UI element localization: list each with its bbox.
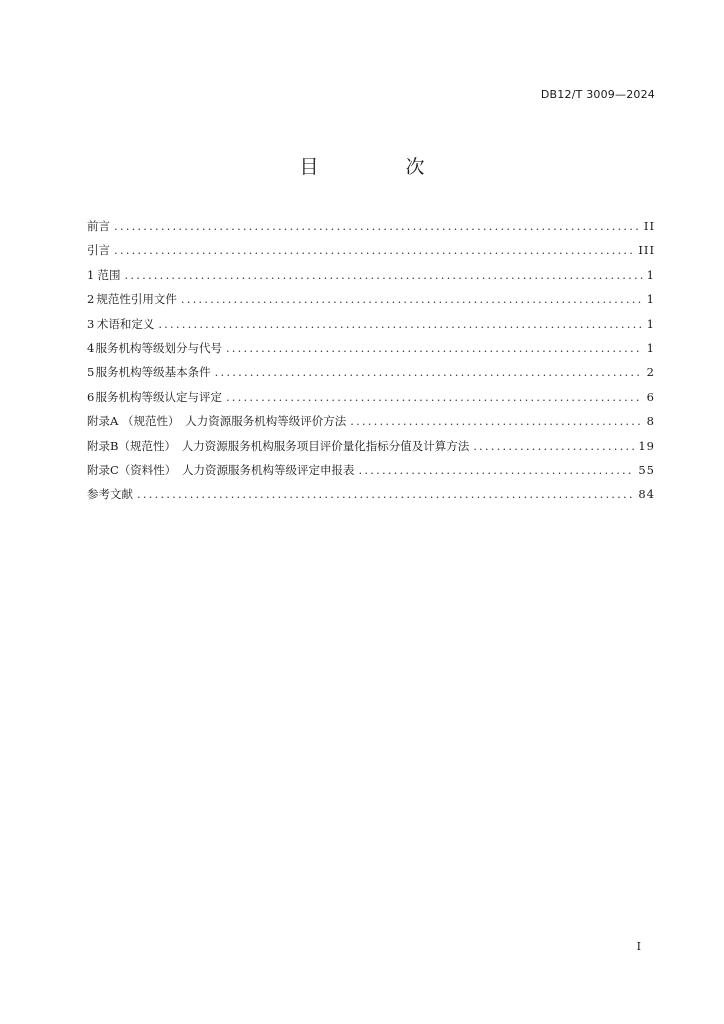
toc-entry[interactable] (87, 462, 655, 486)
toc-dot-leader (226, 390, 643, 404)
page-number: I (636, 940, 641, 953)
toc-entry-page: III (638, 243, 655, 258)
toc-entry-label: 引言 (87, 243, 110, 258)
toc-entry-number: 2 (87, 292, 95, 307)
toc-dot-leader (215, 365, 643, 379)
toc-dot-leader (125, 268, 643, 282)
toc-dot-leader (226, 341, 643, 355)
toc-entry[interactable] (87, 364, 655, 388)
toc-entry-label: 附录B（规范性） 人力资源服务机构服务项目评价量化指标分值及计算方法 (87, 438, 470, 453)
toc-entry[interactable] (87, 413, 655, 437)
toc-entry[interactable] (87, 389, 655, 413)
toc-entry-page: 6 (646, 389, 655, 404)
toc-entry-page: 1 (646, 267, 655, 282)
toc-title: 目 次 (299, 156, 459, 178)
toc-entry[interactable] (87, 242, 655, 266)
toc-entry-number: 5 (87, 365, 95, 380)
toc-entry-page: 55 (638, 462, 655, 477)
toc-entry-label: 参考文献 (87, 487, 133, 502)
toc-entry-label: 服务机构等级划分与代号 (95, 340, 222, 355)
toc-entry-page: 2 (646, 365, 655, 380)
toc-entry-label: 服务机构等级基本条件 (95, 365, 211, 380)
toc-entry-label: 规范性引用文件 (96, 292, 177, 307)
toc-entry[interactable] (87, 267, 655, 291)
table-of-contents (87, 218, 655, 511)
toc-entry[interactable] (87, 218, 655, 242)
toc-entry-page: 1 (646, 292, 655, 307)
toc-dot-leader (350, 414, 642, 428)
toc-dot-leader (137, 487, 634, 501)
toc-entry-page: 1 (646, 316, 655, 331)
toc-dot-leader (473, 439, 634, 453)
toc-entry[interactable] (87, 438, 655, 462)
toc-entry-page: 19 (638, 438, 655, 453)
toc-entry-label: 术语和定义 (96, 316, 155, 331)
toc-entry-page: 84 (638, 487, 655, 502)
toc-entry-label: 前言 (87, 219, 110, 233)
toc-entry-page: II (643, 219, 655, 233)
toc-entry-number: 6 (87, 389, 95, 404)
toc-dot-leader (359, 463, 635, 477)
toc-entry-label: 范围 (97, 267, 121, 282)
toc-entry-number: 4 (87, 340, 95, 355)
toc-entry[interactable] (87, 340, 655, 364)
toc-dot-leader (181, 292, 643, 306)
toc-entry-label: 服务机构等级认定与评定 (95, 389, 222, 404)
toc-entry-page: 8 (646, 414, 655, 429)
toc-entry[interactable] (87, 291, 655, 315)
toc-entry-label: 附录A （规范性） 人力资源服务机构等级评价方法 (87, 414, 347, 429)
toc-entry-number: 1 (87, 267, 95, 282)
toc-dot-leader (158, 317, 642, 331)
document-code: DB12/T 3009—2024 (540, 88, 655, 101)
toc-dot-leader (114, 219, 640, 233)
toc-entry-label: 附录C（资料性） 人力资源服务机构等级评定申报表 (87, 462, 355, 477)
toc-entry[interactable] (87, 486, 655, 510)
toc-dot-leader (114, 243, 634, 257)
toc-entry-number: 3 (87, 316, 95, 331)
toc-entry-page: 1 (646, 340, 655, 355)
toc-entry[interactable] (87, 316, 655, 340)
